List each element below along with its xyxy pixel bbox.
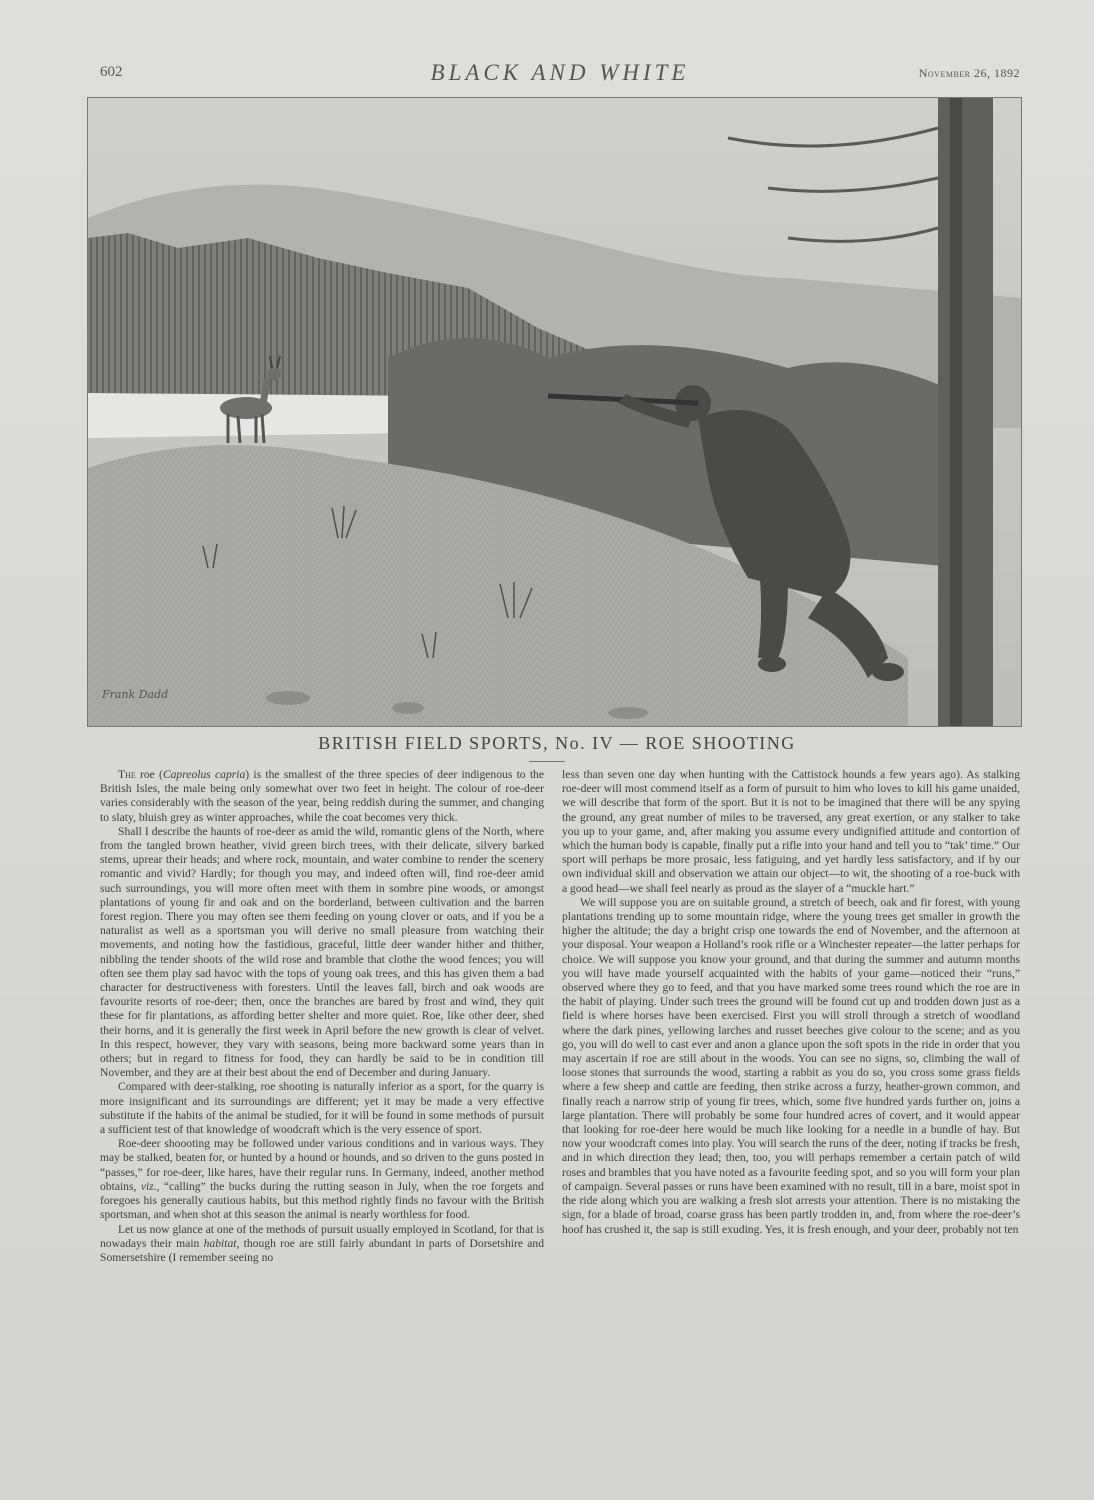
issue-date: November 26, 1892 [918, 66, 1020, 80]
article-column-left [100, 768, 544, 1265]
paragraph: Roe-deer shoooting may be followed under various conditions and in various ways. They may be stalked, beaten for, or hunted by a hound or hounds, and so driven to the guns posted in “passes,” for roe-deer, like hares, have their regular runs. In Germany, indeed, another method obtains, viz., “calling” the bucks during the rutting season in July, when the roe forgets and foregoes his generally cautious habits, but this method rightly finds no favour with the British sportsman, and when shot at this season the animal is nearly worthless for food. [100, 1137, 544, 1222]
paragraph: Shall I describe the haunts of roe-deer as amid the wild, romantic glens of the North, where from the tangled brown heather, vivid green birch trees, with their delicate, silvery barked stems, uprear their heads; and where rock, mountain, and water combine to render the scenery romantic and vivid? Hardly; for though you may, and indeed often will, find roe-deer amid such surroundings, you will more often meet with them in sombre pine woods, or amongst plantations of young fir and oak and on the borderland, between cultivation and the barren forest region. There you may often see them feeding on young clover or oats, and if you be a naturalist as well as a sportsman you will derive no small pleasure from watching their movements, and noting how the fastidious, graceful, little deer wander hither and thither, nibbling the tender shoots of the wild rose and bramble that clothe the wood fences; you will often see them play sad havoc with the tops of young oak trees, and this has given them a bad character for destructiveness with foresters. Until the leaves fall, birch and oak woods are favourite resorts of roe-deer; then, once the branches are bared by frost and wind, they quit these for fir plantations, as affording better shelter and more quiet. Roe, like other deer, shed their horns, and it is generally the first week in April before the new growth is clear of velvet. In this respect, however, they vary with seasons, being more backward some years than in others; but in regard to fitness for food, they can hardly be said to be in condition till November, and they are at their best about the end of December and during January. [100, 824, 544, 1080]
paragraph: less than seven one day when hunting with the Cattistock hounds a few years ago). As stalking roe-deer will most commend itself as a form of pursuit to him who loves to kill his game unaided, we will describe that form of the sport. But it is not to be imagined that there will be any spying the ground, any great number of miles to be traversed, any great exertion, or any stalker to take you up to your game, and, after making you assume every undignified attitude and contortion of which the human body is capable, finally put a rifle into your hand and tell you to “tak’ time.” Our sport will perhaps be more prosaic, less fatiguing, and yet hardly less satisfactory, and if by our own individual skill and observation we attain our object—to wit, the shooting of a roe-buck with a good head—we shall feel nearly as proud as the slayer of a “muckle hart.” [562, 768, 1020, 895]
artist-signature: Frank Dadd [102, 688, 169, 701]
paragraph: The roe (Capreolus capria) is the smallest of the three species of deer indigenous to the British Isles, the male being only somewhat over two feet in height. The colour of roe-deer varies considerably with the season of the year, being reddish during the summer, and changing to slaty, bluish grey as winter approaches, while the coat becomes very thick. [100, 768, 544, 824]
paragraph: Compared with deer-stalking, roe shooting is naturally inferior as a sport, for the quarry is more insignificant and its surroundings are different; yet it may be made a very effective substitute if the habits of the animal be studied, for it will be found in some methods of pursuit a sufficient test of that knowledge of woodcraft which is the very essence of sport. [100, 1080, 544, 1137]
lead-word: The [118, 768, 136, 781]
roe-shooting-scene [88, 98, 1021, 726]
page-header [100, 60, 1020, 90]
paragraph: We will suppose you are on suitable ground, a stretch of beech, oak and fir forest, with young plantations trending up to some mountain ridge, where the young trees get smaller in growth the higher the altitude; the day a bright crisp one towards the end of November, and the afternoon at your disposal. Your weapon a Holland’s rook rifle or a Winchester repeater—the latter perhaps for choice. We will suppose you know your ground, and that during the summer and autumn months you will have made yourself acquainted with the habits of your game—noticed their “runs,” observed where they go to feed, and that you have marked some trees round which the roe are in the habit of playing. Under such trees the ground will be found cut up and trodden down just as a field is where horses have been exercised. First you will stroll through a stretch of woodland where the dark pines, yellowing larches and russet beeches give colour to the scene; and as you go, you will do well to cast ever and anon a glance upon the soft spots in the ride in order that you may ascertain if roe are still about in the woods. You can see no signs, so, climbing the wall of loose stones that surrounds the wood, starting a rabbit as you do so, you cross some grass fields where a few sheep and cattle are feeding, then strike across a furzy, heather-grown common, and finally reach a narrow strip of young fir trees, which, some five hundred yards further on, joins a large plantation. There will probably be some four hundred acres of covert, and it would appear that looking for roe-deer here would be much like looking for a needle in a bundle of hay. But now your woodcraft comes into play. You will search the runs of the deer, noting if tracks be fresh, and in which direction they lead; then, too, you will perhaps remember a certain patch of wild roses and brambles that you have noted as a favourite feeding spot, and so you will form your plan of campaign. Several passes or runs have been examined with no result, till in a bare, moist spot in the ride along which you are walking a fresh slot arrests your attention. There is no mistaking the sign, for a blade of broad, coarse grass has been partly trodden in, and, from where the roe-deer’s hoof has crushed it, the sap is still exuding. Yes, it is fresh enough, and your deer, probably not ten [562, 895, 1020, 1236]
title-divider [529, 761, 565, 762]
latin-name: Capreolus capria [162, 768, 246, 781]
engraving-illustration [87, 97, 1022, 727]
article-title: BRITISH FIELD SPORTS, No. IV — ROE SHOOTING [318, 733, 796, 753]
article-column-right [562, 768, 1020, 1237]
page-number: 602 [100, 64, 123, 80]
publication-masthead: BLACK AND WHITE [430, 60, 690, 85]
paragraph: Let us now glance at one of the methods of pursuit usually employed in Scotland, for that is nowadays their main habitat, though roe are still fairly abundant in parts of Dorsetshire and Somersetshire (I remember seeing no [100, 1222, 544, 1264]
